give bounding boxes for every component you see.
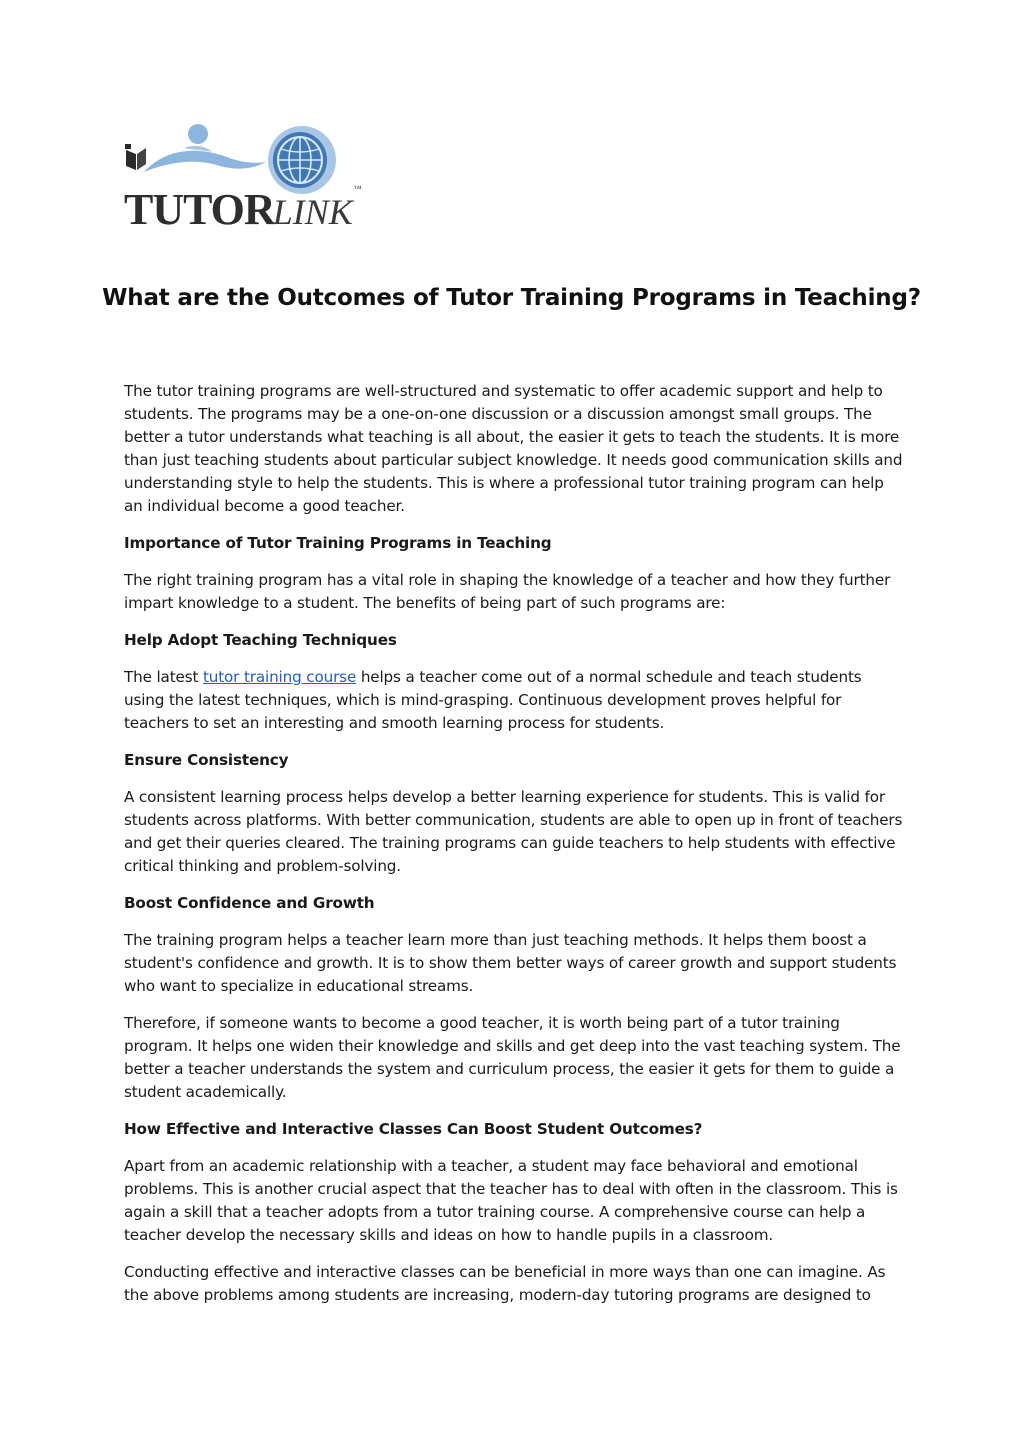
- section-heading-consistency: Ensure Consistency: [124, 751, 289, 769]
- tutorlink-logo: [124, 122, 362, 234]
- logo-wordmark: [124, 184, 362, 235]
- intro-paragraph: The tutor training programs are well-structured and systematic to offer academic support and help to students. The programs may be a one-on-one discussion or a discussion amongst small groups. The better a tutor understands what teaching is all about, the easier it gets to teach the students. It is more than just teaching students about particular subject knowledge. It needs good communication skills and understanding style to help the students. This is where a professional tutor training program can help an individual become a good teacher.: [124, 382, 903, 515]
- section-heading-importance: Importance of Tutor Training Programs in Teaching: [124, 534, 552, 552]
- section-heading-adopt: Help Adopt Teaching Techniques: [124, 631, 397, 649]
- section-body-interactive: Apart from an academic relationship with a teacher, a student may face behavioral and emotional problems. This is another crucial aspect that the teacher has to deal with often in the classroom. This is again a skill that a teacher adopts from a tutor training course. A comprehensive course can help a teacher develop the necessary skills and ideas on how to handle pupils in a classroom.: [124, 1157, 898, 1244]
- section-body-importance: The right training program has a vital role in shaping the knowledge of a teacher and how they further impart knowledge to a student. The benefits of being part of such programs are:: [124, 571, 891, 612]
- section-heading-interactive: How Effective and Interactive Classes Can Boost Student Outcomes?: [124, 1120, 703, 1138]
- logo-word-link: LINK: [272, 192, 353, 232]
- section-body-interactive-2: Conducting effective and interactive classes can be beneficial in more ways than one can imagine. As the above problems among students are increasing, modern-day tutoring programs are designed to: [124, 1263, 886, 1304]
- person-icon: [144, 124, 266, 172]
- page-title: What are the Outcomes of Tutor Training Programs in Teaching?: [102, 285, 921, 311]
- section-heading-confidence: Boost Confidence and Growth: [124, 894, 375, 912]
- logo-word-tutor: TUTOR: [124, 185, 275, 234]
- section-body-confidence-2: Therefore, if someone wants to become a good teacher, it is worth being part of a tutor training program. It helps one widen their knowledge and skills and get deep into the vast teaching system. The better a teacher understands the system and curriculum process, the easier it gets for them to guide a student academically.: [124, 1014, 901, 1101]
- logo-trademark: ™: [353, 184, 362, 193]
- article-body: [124, 380, 904, 1321]
- adopt-text-after: helps a teacher come out of a normal schedule and teach students using the latest techniques, which is mind-grasping. Continuous development proves helpful for teachers to set an interesting and smooth learning process for students.: [124, 668, 862, 732]
- book-icon: [125, 144, 146, 170]
- section-body-adopt: [124, 666, 904, 735]
- section-body-consistency: A consistent learning process helps develop a better learning experience for students. This is valid for students across platforms. With better communication, students are able to open up in front of teachers and get their queries cleared. The training programs can guide teachers to help students with effective critical thinking and problem-solving.: [124, 788, 903, 875]
- adopt-text-before: The latest: [124, 668, 203, 686]
- section-body-confidence: The training program helps a teacher learn more than just teaching methods. It helps them boost a student's confidence and growth. It is to show them better ways of career growth and support students who want to specialize in educational streams.: [124, 931, 897, 995]
- tutor-training-course-link[interactable]: tutor training course: [202, 668, 357, 686]
